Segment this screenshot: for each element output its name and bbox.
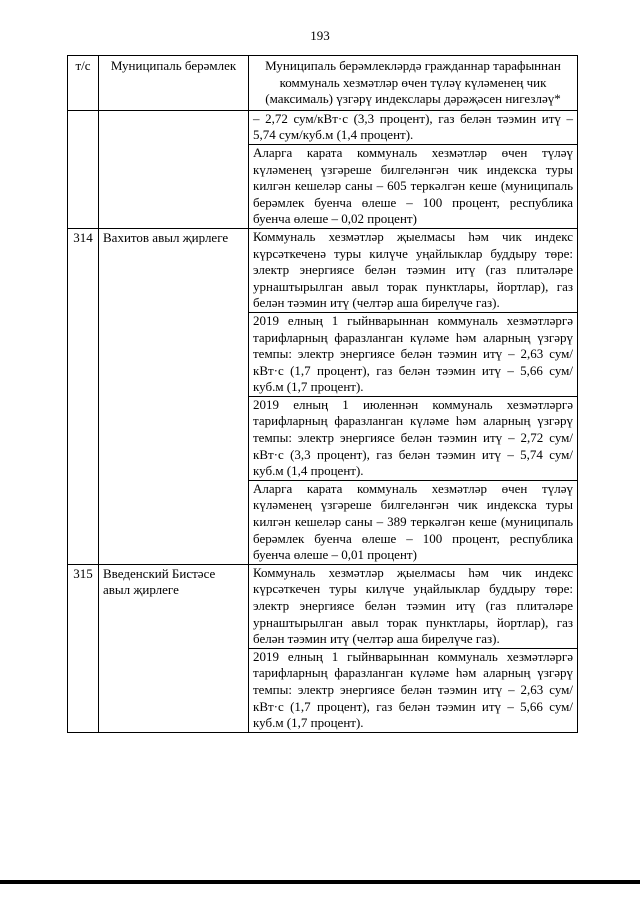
- row-municipality: Вахитов авыл җирлеге: [99, 228, 249, 564]
- row-description: [249, 564, 578, 732]
- tariff-table: [67, 55, 578, 733]
- table-row: [68, 564, 578, 732]
- paragraph: Коммуналь хезмәтләр җыелмасы һәм чик индекс күрсәткечен туры килүче уңайлыклар буддыру төре: электр энергиясе белән тәэмин итү (газ плитәләре урнаштырылган авыл торак пунктлары, йортлар), газ белән тәэмин итү (челтәр аша бирелүче газ).: [253, 564, 573, 647]
- paragraph: 2019 елның 1 июленнән коммуналь хезмәтләргә тарифларның фаразланган күләме һәм аларның үзгәрү темпы: электр энергиясе белән тәэмин итү – 2,72 сум/кВт·с (3,3 процент), газ белән тәэмин итү – 5,74 сум/куб.м (1,4 процент).: [249, 396, 577, 480]
- paragraph: – 2,72 сум/кВт·с (3,3 процент), газ белән тәэмин итү – 5,74 сум/куб.м (1,4 процент).: [253, 110, 573, 143]
- row-number: 315: [68, 564, 99, 732]
- paragraph: 2019 елның 1 гыйнварыннан коммуналь хезмәтләргә тарифларның фаразланган күләме һәм аларның үзгәрү темпы: электр энергиясе белән тәэмин итү – 2,63 сум/кВт·с (1,7 процент), газ белән тәэмин итү – 5,66 сум/куб.м (1,7 процент).: [249, 312, 577, 396]
- header-municipality: Муниципаль берәмлек: [99, 56, 249, 111]
- paragraph: Коммуналь хезмәтләр җыелмасы һәм чик индекс күрсәткеченә туры килүче уңайлыклар буддыру төре: электр энергиясе белән тәэмин итү (газ плитәләре урнаштырылган авыл торак пунктлары, йортлар), газ белән тәэмин итү (челтәр аша бирелүче газ).: [253, 228, 573, 311]
- header-description: Муниципаль берәмлекләрдә гражданнар тарафыннан коммуналь хезмәтләр өчен түләү күләменең чик (максималь) үзгәрү индекслары дәрәҗәсен нигезләү*: [249, 56, 578, 111]
- row-description: [249, 110, 578, 228]
- page-number: 193: [310, 28, 330, 43]
- paragraph: Аларга карата коммуналь хезмәтләр өчен түләү күләменең үзгәреше билгеләнгән чик индекска туры килгән кешеләр саны – 389 теркәлгән кеше (муниципаль берәмлек буенча өлеше – 100 процент, республика буенча өлеше – 0,01 процент): [249, 480, 577, 564]
- row-municipality: Введенский Бистәсе авыл җирлеге: [99, 564, 249, 732]
- row-municipality: [99, 110, 249, 228]
- paragraph: 2019 елның 1 гыйнварыннан коммуналь хезмәтләргә тарифларның фаразланган күләме һәм аларның үзгәрү темпы: электр энергиясе белән тәэмин итү – 2,63 сум/кВт·с (1,7 процент), газ белән тәэмин итү – 5,66 сум/куб.м (1,7 процент).: [249, 648, 577, 732]
- table-row: [68, 228, 578, 564]
- paragraph: Аларга карата коммуналь хезмәтләр өчен түләү күләменең үзгәреше билгеләнгән чик индекска туры килгән кешеләр саны – 605 теркәлгән кеше (муниципаль берәмлек буенча өлеше – 100 процент, республика буенча өлеше – 0,02 процент): [249, 144, 577, 228]
- row-number: [68, 110, 99, 228]
- row-description: [249, 228, 578, 564]
- table-row: [68, 110, 578, 228]
- page-bottom-rule: [0, 880, 640, 884]
- row-number: 314: [68, 228, 99, 564]
- table-header-row: [68, 56, 578, 111]
- header-number: т/с: [68, 56, 99, 111]
